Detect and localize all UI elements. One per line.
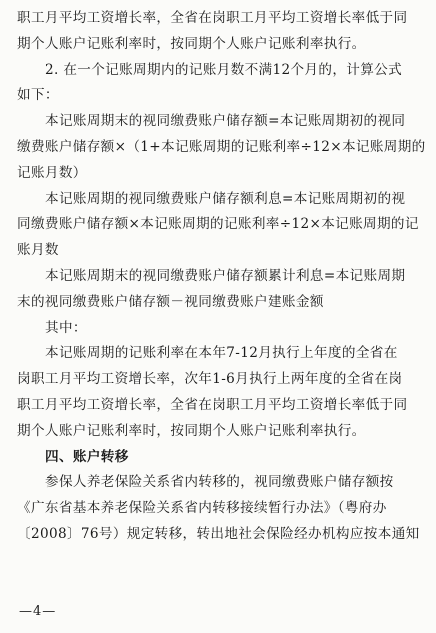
text-line-7: 记账月数）	[17, 164, 87, 181]
text-line-21: 〔2008〕76号）规定转移，转出地社会保险经办机构应按本通知	[17, 525, 420, 542]
text-line-17: 期个人账户记账利率时，按同期个人账户记账利率执行。	[17, 422, 366, 439]
document-page	[17, 6, 426, 548]
text-line-15: 岗职工月平均工资增长率，次年1-6月执行上两年度的全省在岗	[17, 371, 403, 388]
text-line-12: 末的视同缴费账户储存额－视同缴费账户建账金额	[17, 293, 324, 310]
text-line-6: 缴费账户储存额×（1+本记账周期的记账利率÷12×本记账周期的	[17, 138, 426, 155]
text-line-14: 本记账周期的记账利率在本年7-12月执行上年度的全省在	[45, 345, 398, 362]
text-line-10: 账月数	[17, 242, 59, 259]
section-heading: 四、账户转移	[45, 448, 129, 465]
text-line-9: 同缴费账户储存额×本记账周期的记账利率÷12×本记账周期的记	[17, 216, 419, 233]
text-line-3: 2. 在一个记账周期内的记账月数不满12个月的，计算公式	[45, 61, 403, 78]
text-line-19: 参保人养老保险关系省内转移的，视同缴费账户储存额按	[45, 474, 394, 491]
text-line-16: 职工月平均工资增长率，全省在岗职工月平均工资增长率低于同	[17, 396, 408, 413]
text-line-13: 其中：	[45, 319, 87, 336]
text-line-20: 《广东省基本养老保险关系省内转移接续暂行办法》（粤府办	[17, 500, 387, 517]
text-line-2: 期个人账户记账利率时，按同期个人账户记账利率执行。	[17, 35, 366, 52]
page-number: —4—	[19, 604, 57, 619]
text-line-11: 本记账周期末的视同缴费账户储存额累计利息=本记账周期	[45, 267, 406, 284]
text-line-1: 职工月平均工资增长率，全省在岗职工月平均工资增长率低于同	[17, 10, 408, 26]
text-line-5: 本记账周期末的视同缴费账户储存额=本记账周期初的视同	[45, 113, 406, 130]
text-line-4: 如下：	[17, 87, 59, 104]
text-line-8: 本记账周期的视同缴费账户储存额利息=本记账周期初的视	[45, 190, 406, 207]
